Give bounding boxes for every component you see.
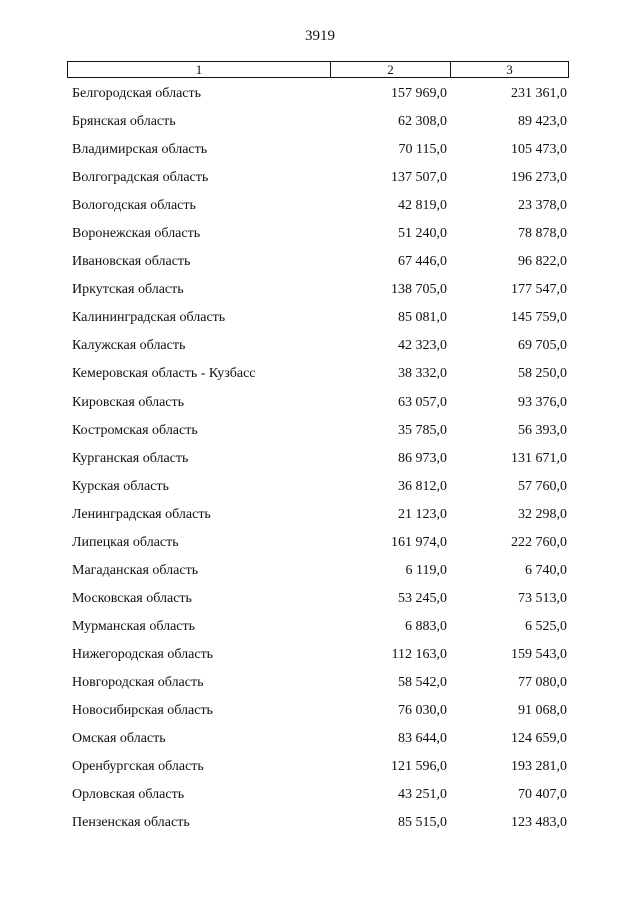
table-row bbox=[0, 532, 640, 560]
table-row bbox=[0, 392, 640, 420]
table-row bbox=[0, 335, 640, 363]
row-region-name: Курганская область bbox=[72, 450, 189, 466]
row-region-name: Пензенская область bbox=[72, 815, 190, 831]
row-value-col-3: 58 250,0 bbox=[518, 366, 567, 382]
table-row bbox=[0, 672, 640, 700]
row-region-name: Ивановская область bbox=[72, 254, 191, 270]
row-value-col-3: 177 547,0 bbox=[511, 282, 567, 298]
table-body bbox=[0, 83, 640, 840]
row-region-name: Калужская область bbox=[72, 338, 186, 354]
row-value-col-2: 86 973,0 bbox=[398, 450, 447, 466]
row-value-col-2: 36 812,0 bbox=[398, 478, 447, 494]
table-header bbox=[67, 61, 569, 78]
row-region-name: Курская область bbox=[72, 478, 169, 494]
row-region-name: Московская область bbox=[72, 590, 192, 606]
row-value-col-3: 145 759,0 bbox=[511, 310, 567, 326]
row-value-col-2: 35 785,0 bbox=[398, 422, 447, 438]
row-region-name: Вологодская область bbox=[72, 198, 196, 214]
row-region-name: Брянская область bbox=[72, 114, 176, 130]
row-region-name: Новгородская область bbox=[72, 674, 204, 690]
table-row bbox=[0, 363, 640, 391]
row-region-name: Белгородская область bbox=[72, 86, 202, 101]
row-value-col-3: 159 543,0 bbox=[511, 646, 567, 662]
row-region-name: Липецкая область bbox=[72, 534, 179, 550]
row-value-col-3: 123 483,0 bbox=[511, 815, 567, 831]
row-value-col-2: 51 240,0 bbox=[398, 226, 447, 242]
row-value-col-2: 38 332,0 bbox=[398, 366, 447, 382]
table-row bbox=[0, 504, 640, 532]
row-value-col-3: 93 376,0 bbox=[518, 394, 567, 410]
row-value-col-2: 58 542,0 bbox=[398, 674, 447, 690]
row-value-col-3: 56 393,0 bbox=[518, 422, 567, 438]
row-value-col-3: 78 878,0 bbox=[518, 226, 567, 242]
row-value-col-2: 43 251,0 bbox=[398, 787, 447, 803]
row-value-col-2: 53 245,0 bbox=[398, 590, 447, 606]
row-value-col-3: 131 671,0 bbox=[511, 450, 567, 466]
row-value-col-2: 67 446,0 bbox=[398, 254, 447, 270]
row-value-col-3: 77 080,0 bbox=[518, 674, 567, 690]
row-value-col-2: 157 969,0 bbox=[391, 86, 447, 101]
row-value-col-2: 42 819,0 bbox=[398, 198, 447, 214]
row-region-name: Ленинградская область bbox=[72, 506, 211, 522]
row-value-col-2: 6 119,0 bbox=[405, 562, 447, 578]
table-row bbox=[0, 251, 640, 279]
row-value-col-2: 112 163,0 bbox=[391, 646, 447, 662]
table-row bbox=[0, 167, 640, 195]
row-region-name: Омская область bbox=[72, 731, 166, 747]
row-value-col-3: 6 740,0 bbox=[525, 562, 567, 578]
row-value-col-3: 91 068,0 bbox=[518, 703, 567, 719]
row-value-col-3: 193 281,0 bbox=[511, 759, 567, 775]
row-value-col-2: 70 115,0 bbox=[398, 142, 447, 158]
row-region-name: Магаданская область bbox=[72, 562, 199, 578]
table-row bbox=[0, 812, 640, 840]
row-value-col-2: 63 057,0 bbox=[398, 394, 447, 410]
row-value-col-2: 42 323,0 bbox=[398, 338, 447, 354]
row-value-col-2: 138 705,0 bbox=[391, 282, 447, 298]
table-row bbox=[0, 307, 640, 335]
row-value-col-3: 124 659,0 bbox=[511, 731, 567, 747]
table-row bbox=[0, 588, 640, 616]
table-row bbox=[0, 476, 640, 504]
row-value-col-2: 85 081,0 bbox=[398, 310, 447, 326]
table-row bbox=[0, 279, 640, 307]
table-row bbox=[0, 139, 640, 167]
row-value-col-3: 6 525,0 bbox=[525, 618, 567, 634]
row-region-name: Нижегородская область bbox=[72, 646, 214, 662]
header-col-2: 2 bbox=[331, 62, 451, 77]
header-col-3: 3 bbox=[506, 62, 513, 77]
row-region-name: Воронежская область bbox=[72, 226, 201, 242]
row-value-col-3: 196 273,0 bbox=[511, 170, 567, 186]
table-row bbox=[0, 756, 640, 784]
row-value-col-3: 70 407,0 bbox=[518, 787, 567, 803]
row-value-col-3: 105 473,0 bbox=[511, 142, 567, 158]
table-row bbox=[0, 111, 640, 139]
row-value-col-3: 231 361,0 bbox=[511, 86, 567, 101]
table-row bbox=[0, 560, 640, 588]
table-row bbox=[0, 195, 640, 223]
row-region-name: Владимирская область bbox=[72, 142, 208, 158]
row-value-col-2: 76 030,0 bbox=[398, 703, 447, 719]
row-value-col-3: 69 705,0 bbox=[518, 338, 567, 354]
row-value-col-2: 121 596,0 bbox=[391, 759, 447, 775]
row-region-name: Новосибирская область bbox=[72, 703, 213, 719]
row-region-name: Орловская область bbox=[72, 787, 185, 803]
table-row bbox=[0, 700, 640, 728]
table-row bbox=[0, 83, 640, 111]
table-row bbox=[0, 644, 640, 672]
row-region-name: Кировская область bbox=[72, 394, 185, 410]
row-value-col-2: 161 974,0 bbox=[391, 534, 447, 550]
table-row bbox=[0, 420, 640, 448]
header-col-1: 1 bbox=[68, 62, 331, 77]
row-region-name: Оренбургская область bbox=[72, 759, 204, 775]
row-value-col-2: 62 308,0 bbox=[398, 114, 447, 130]
row-region-name: Калининградская область bbox=[72, 310, 226, 326]
row-value-col-2: 85 515,0 bbox=[398, 815, 447, 831]
row-value-col-2: 21 123,0 bbox=[398, 506, 447, 522]
row-value-col-3: 73 513,0 bbox=[518, 590, 567, 606]
row-region-name: Волгоградская область bbox=[72, 170, 209, 186]
row-value-col-3: 57 760,0 bbox=[518, 478, 567, 494]
row-region-name: Мурманская область bbox=[72, 618, 196, 634]
table-row bbox=[0, 223, 640, 251]
page-number: 3919 bbox=[305, 28, 335, 44]
row-value-col-3: 23 378,0 bbox=[518, 198, 567, 214]
table-row bbox=[0, 616, 640, 644]
row-region-name: Кемеровская область - Кузбасс bbox=[72, 366, 256, 382]
row-region-name: Иркутская область bbox=[72, 282, 184, 298]
row-value-col-2: 137 507,0 bbox=[391, 170, 447, 186]
row-value-col-3: 96 822,0 bbox=[518, 254, 567, 270]
row-value-col-3: 32 298,0 bbox=[518, 506, 567, 522]
row-value-col-2: 83 644,0 bbox=[398, 731, 447, 747]
row-value-col-2: 6 883,0 bbox=[405, 618, 447, 634]
table-row bbox=[0, 448, 640, 476]
row-value-col-3: 89 423,0 bbox=[518, 114, 567, 130]
row-region-name: Костромская область bbox=[72, 422, 198, 438]
table-row bbox=[0, 784, 640, 812]
table-row bbox=[0, 728, 640, 756]
row-value-col-3: 222 760,0 bbox=[511, 534, 567, 550]
